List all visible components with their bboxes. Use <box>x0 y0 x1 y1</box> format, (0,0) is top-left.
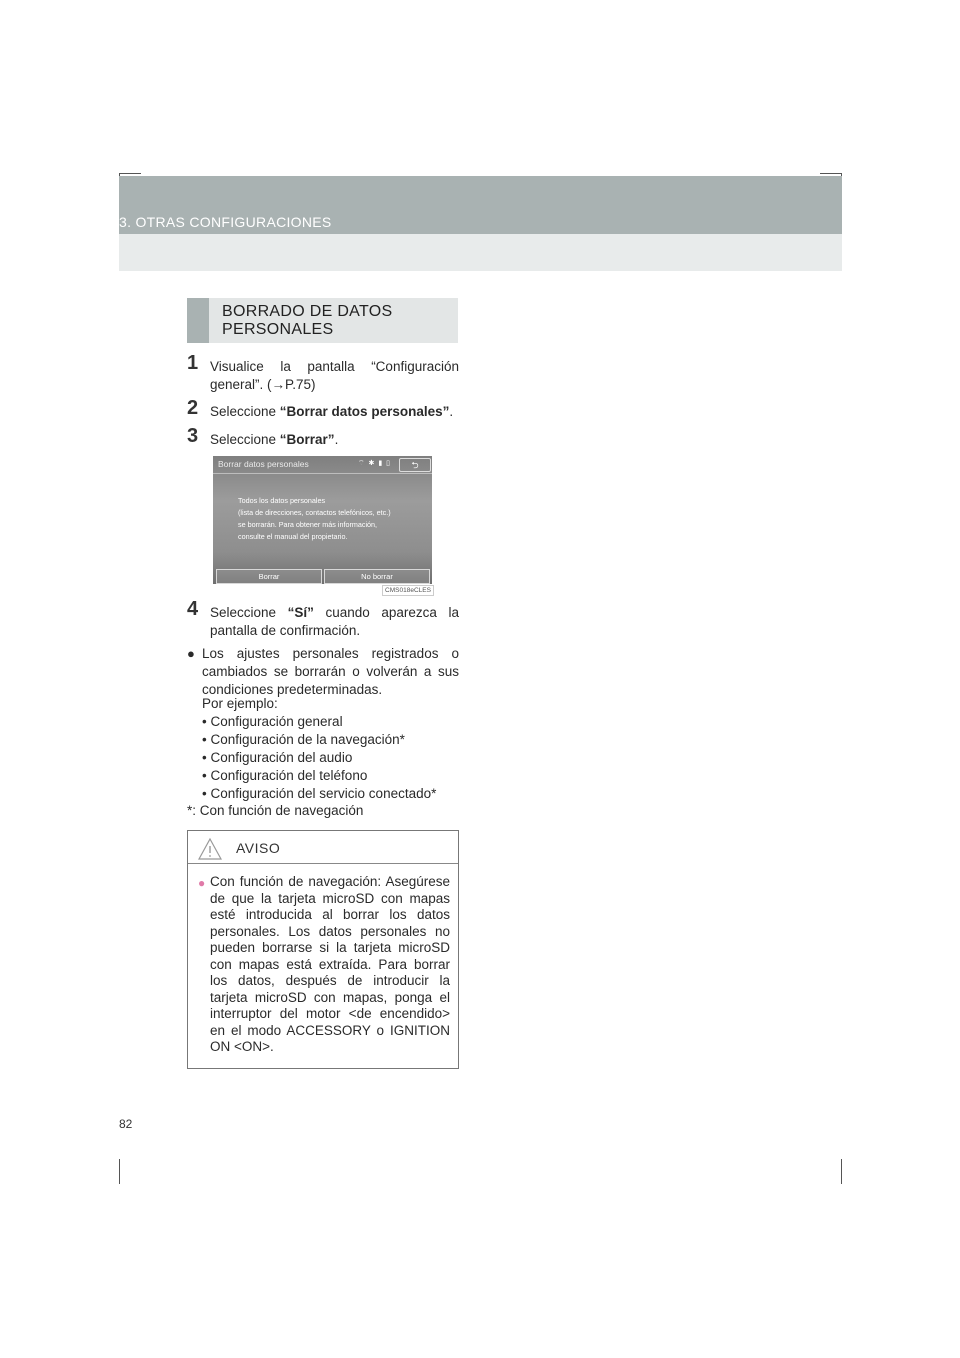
list-item: • Configuración del audio <box>202 750 353 765</box>
bullet-icon: ● <box>198 876 206 890</box>
example-label: Por ejemplo: <box>202 696 278 711</box>
no-delete-button[interactable]: No borrar <box>324 569 430 584</box>
header-title: 3. OTRAS CONFIGURACIONES <box>119 214 332 230</box>
step-number: 2 <box>187 397 199 419</box>
crop-mark <box>841 1159 842 1184</box>
screen-title: Borrar datos personales <box>218 459 309 469</box>
crop-mark <box>119 1159 120 1184</box>
step-text: Seleccione “Borrar datos personales”. <box>210 404 454 419</box>
warning-box <box>187 830 459 1069</box>
page-header <box>119 176 842 271</box>
bullet-icon: ● <box>187 646 195 661</box>
screen-illustration <box>213 456 432 594</box>
section-heading <box>187 298 458 343</box>
delete-button[interactable]: Borrar <box>216 569 322 584</box>
list-item: • Configuración de la navegación* <box>202 732 405 747</box>
image-code: CMS018eCLES <box>382 585 434 596</box>
list-item: • Configuración general <box>202 714 343 729</box>
warning-text: Con función de navegación: Asegúrese de que la tarjeta microSD con mapas esté introducida al borrar los datos personales. Los datos personales no pueden borrarse si la tarjeta microSD con mapas está extraída. Para borrar los datos, después de introducir la tarjeta microSD con mapas, ponga el interruptor del motor <de encendido> en el modo ACCESSORY o IGNITION ON <ON>. <box>210 874 450 1054</box>
list-item: • Configuración del servicio conectado* <box>202 786 437 801</box>
step-number: 4 <box>187 598 199 620</box>
note-text: Los ajustes personales registrados o cambiados se borrarán o volverán a sus condiciones predeterminadas. <box>202 646 459 697</box>
step-number: 1 <box>187 352 199 374</box>
footnote: *: Con función de navegación <box>187 803 364 818</box>
warning-title: AVISO <box>236 840 281 856</box>
crop-mark <box>820 173 842 174</box>
page-number: 82 <box>119 1117 133 1131</box>
header-band <box>119 176 842 234</box>
step-number: 3 <box>187 425 199 447</box>
screen-message: Todos los datos personales (lista de direcciones, contactos telefónicos, etc.) se borrarán. Para obtener más información, consulte el manual del propietario. <box>238 496 391 541</box>
section-heading-bar <box>187 298 209 343</box>
screen-divider <box>213 473 432 474</box>
back-icon[interactable]: ⮌ <box>399 458 431 472</box>
section-heading-title: BORRADO DE DATOS PERSONALES <box>222 303 393 338</box>
step-text: Seleccione “Sí” cuando aparezca la pantalla de confirmación. <box>210 605 459 638</box>
warning-divider <box>188 863 458 864</box>
crop-mark <box>119 173 141 174</box>
status-icons: ⌔ ✱ ▮ ▯ <box>358 460 391 467</box>
list-item: • Configuración del teléfono <box>202 768 368 783</box>
warning-icon <box>198 837 222 861</box>
step-text: Visualice la pantalla “Configuración general”. (→P.75) <box>210 359 459 392</box>
step-text: Seleccione “Borrar”. <box>210 432 339 447</box>
